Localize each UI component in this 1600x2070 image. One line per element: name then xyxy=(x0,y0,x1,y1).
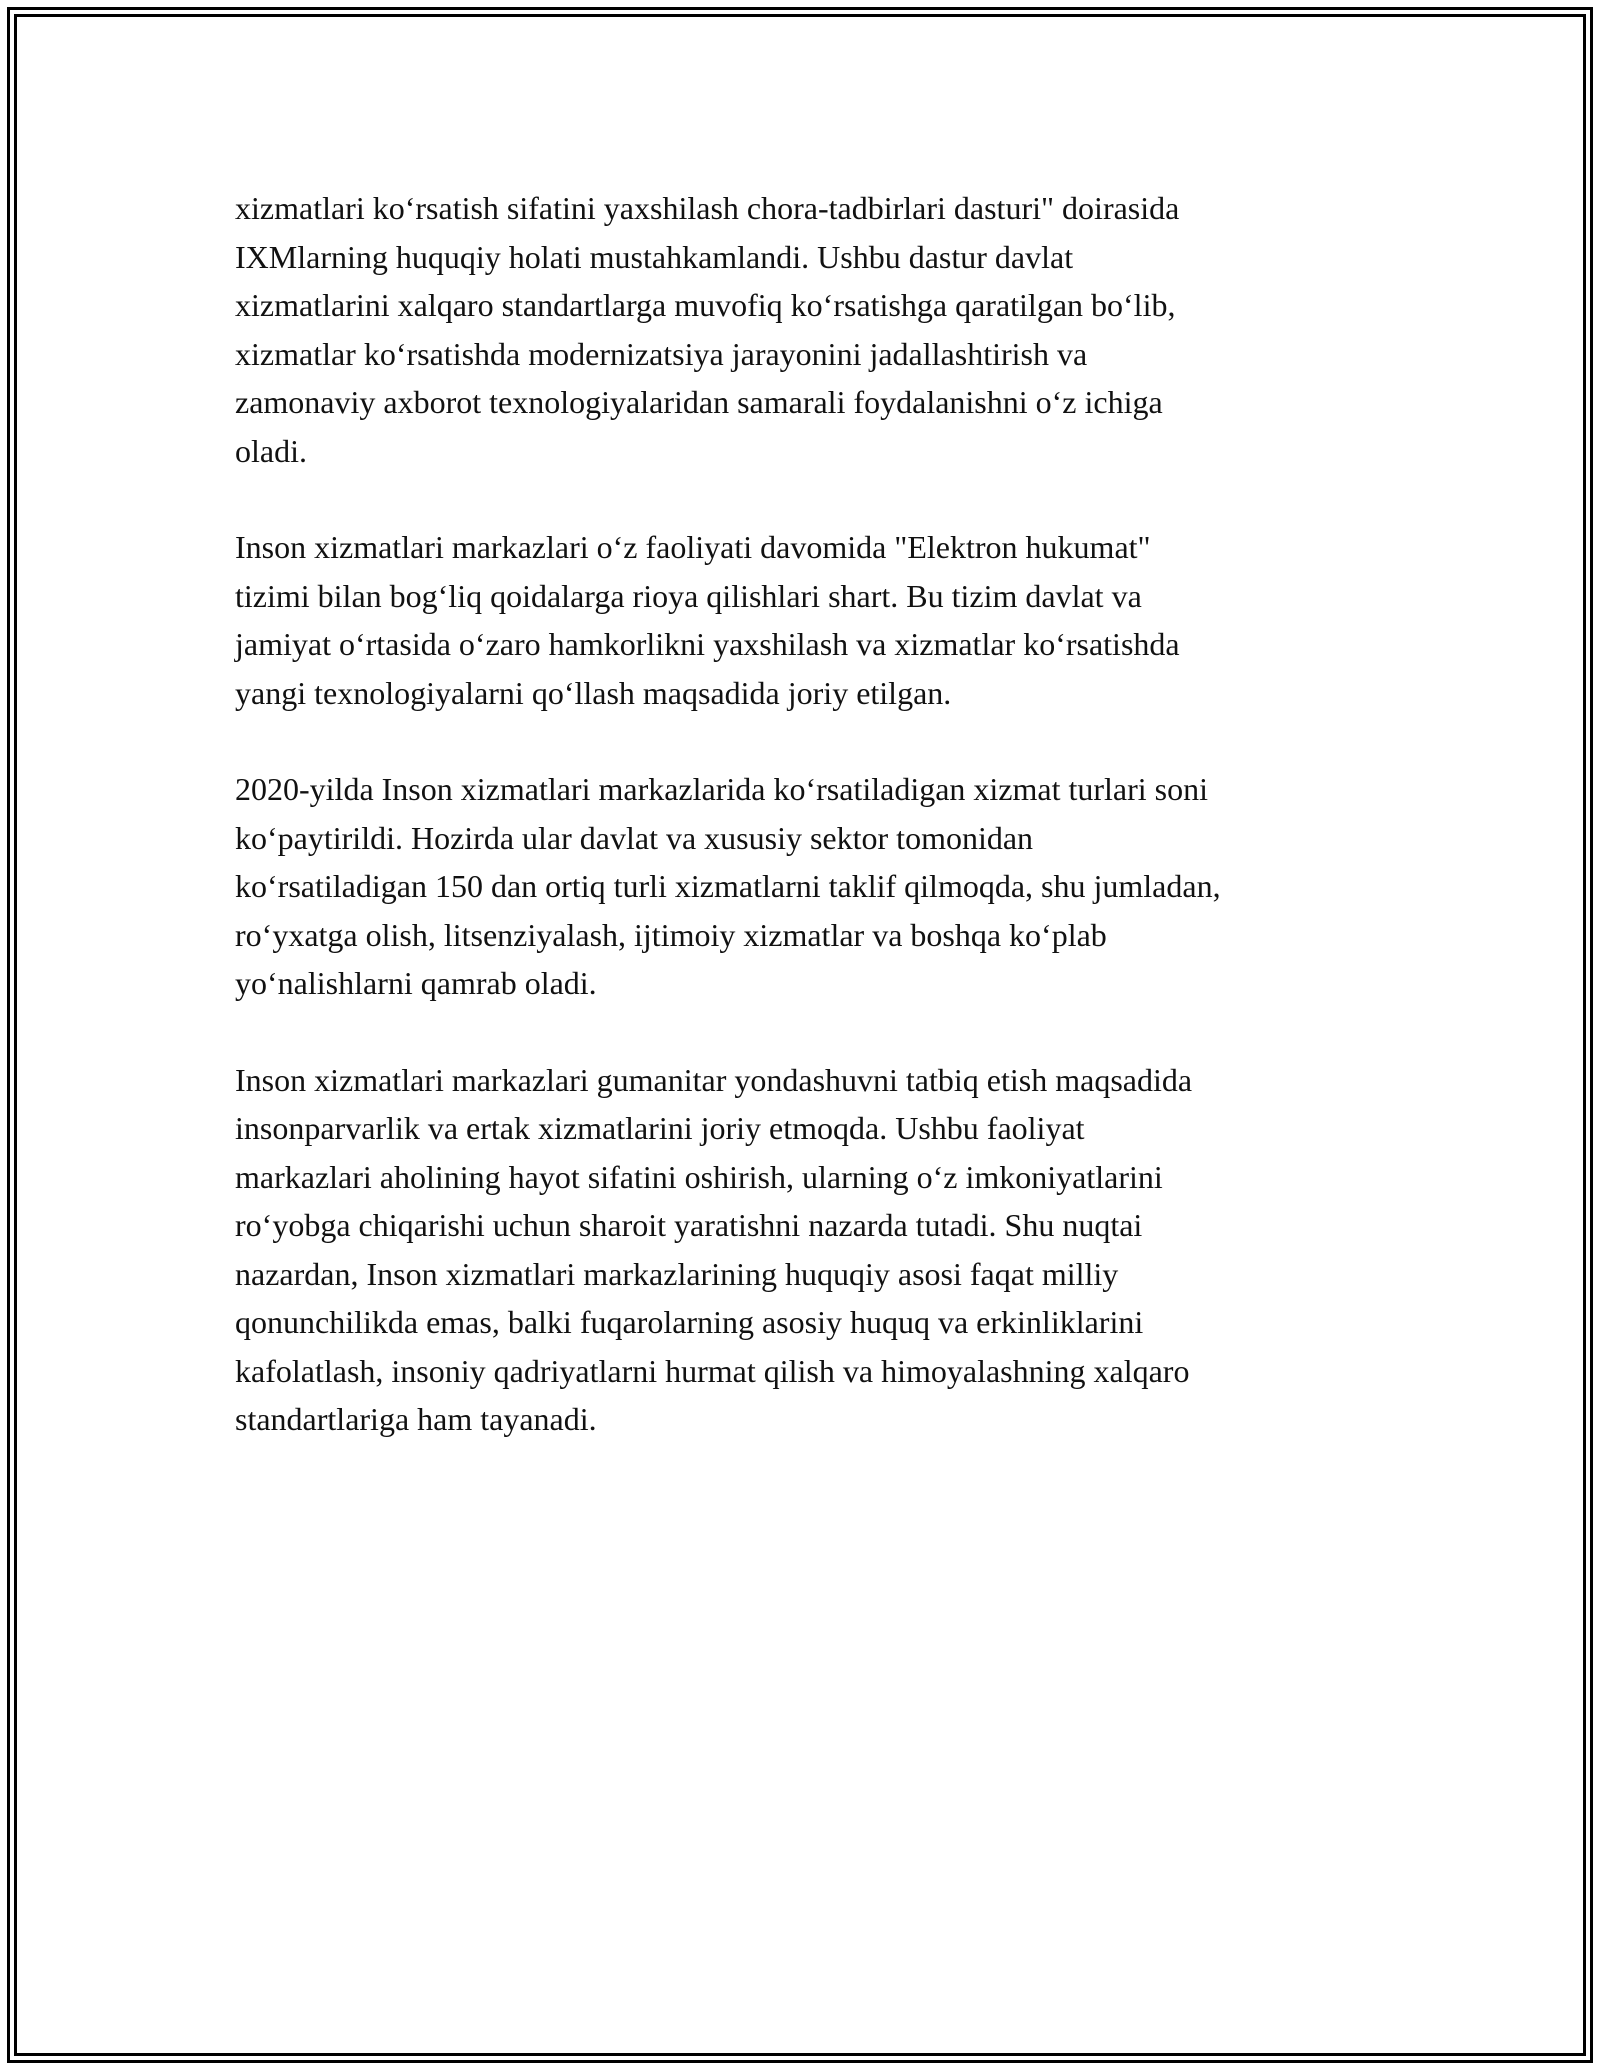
paragraph-service-quality-program: xizmatlari koʻrsatish sifatini yaxshilash chora-tadbirlari dasturi" doirasida IXMlarning huquqiy holati mustahkamlandi. Ushbu dastur davlat xizmatlarini xalqaro standartlarga muvofiq koʻrsatishga qaratilgan boʻlib, xizmatlar koʻrsatishda modernizatsiya jarayonini jadallashtirish va zamonaviy axborot texnologiyalaridan samarali foydalanishni oʻz ichiga oladi. xyxy=(235,190,1180,469)
paragraph-service-types-2020: 2020-yilda Inson xizmatlari markazlarida koʻrsatiladigan xizmat turlari soni koʻpaytirildi. Hozirda ular davlat va xususiy sektor tomonidan koʻrsatiladigan 150 dan ortiq turli xizmatlarni taklif qilmoqda, shu jumladan, roʻyxatga olish, litsenziyalash, ijtimoiy xizmatlar va boshqa koʻplab yoʻnalishlarni qamrab oladi. xyxy=(235,771,1221,1001)
document-body xyxy=(235,184,1395,1492)
paragraph-electronic-government: Inson xizmatlari markazlari oʻz faoliyati davomida "Elektron hukumat" tizimi bilan bogʻliq qoidalarga rioya qilishlari shart. Bu tizim davlat va jamiyat oʻrtasida oʻzaro hamkorlikni yaxshilash va xizmatlar koʻrsatishda yangi texnologiyalarni qoʻllash maqsadida joriy etilgan. xyxy=(235,529,1180,711)
paragraph-humanitarian-approach: Inson xizmatlari markazlari gumanitar yondashuvni tatbiq etish maqsadida insonparvarlik va ertak xizmatlarini joriy etmoqda. Ushbu faoliyat markazlari aholining hayot sifatini oshirish, ularning oʻz imkoniyatlarini roʻyobga chiqarishi uchun sharoit yaratishni nazarda tutadi. Shu nuqtai nazardan, Inson xizmatlari markazlarining huquqiy asosi faqat milliy qonunchilikda emas, balki fuqarolarning asosiy huquq va erkinliklarini kafolatlash, insoniy qadriyatlarni hurmat qilish va himoyalashning xalqaro standartlariga ham tayanadi. xyxy=(235,1061,1193,1437)
